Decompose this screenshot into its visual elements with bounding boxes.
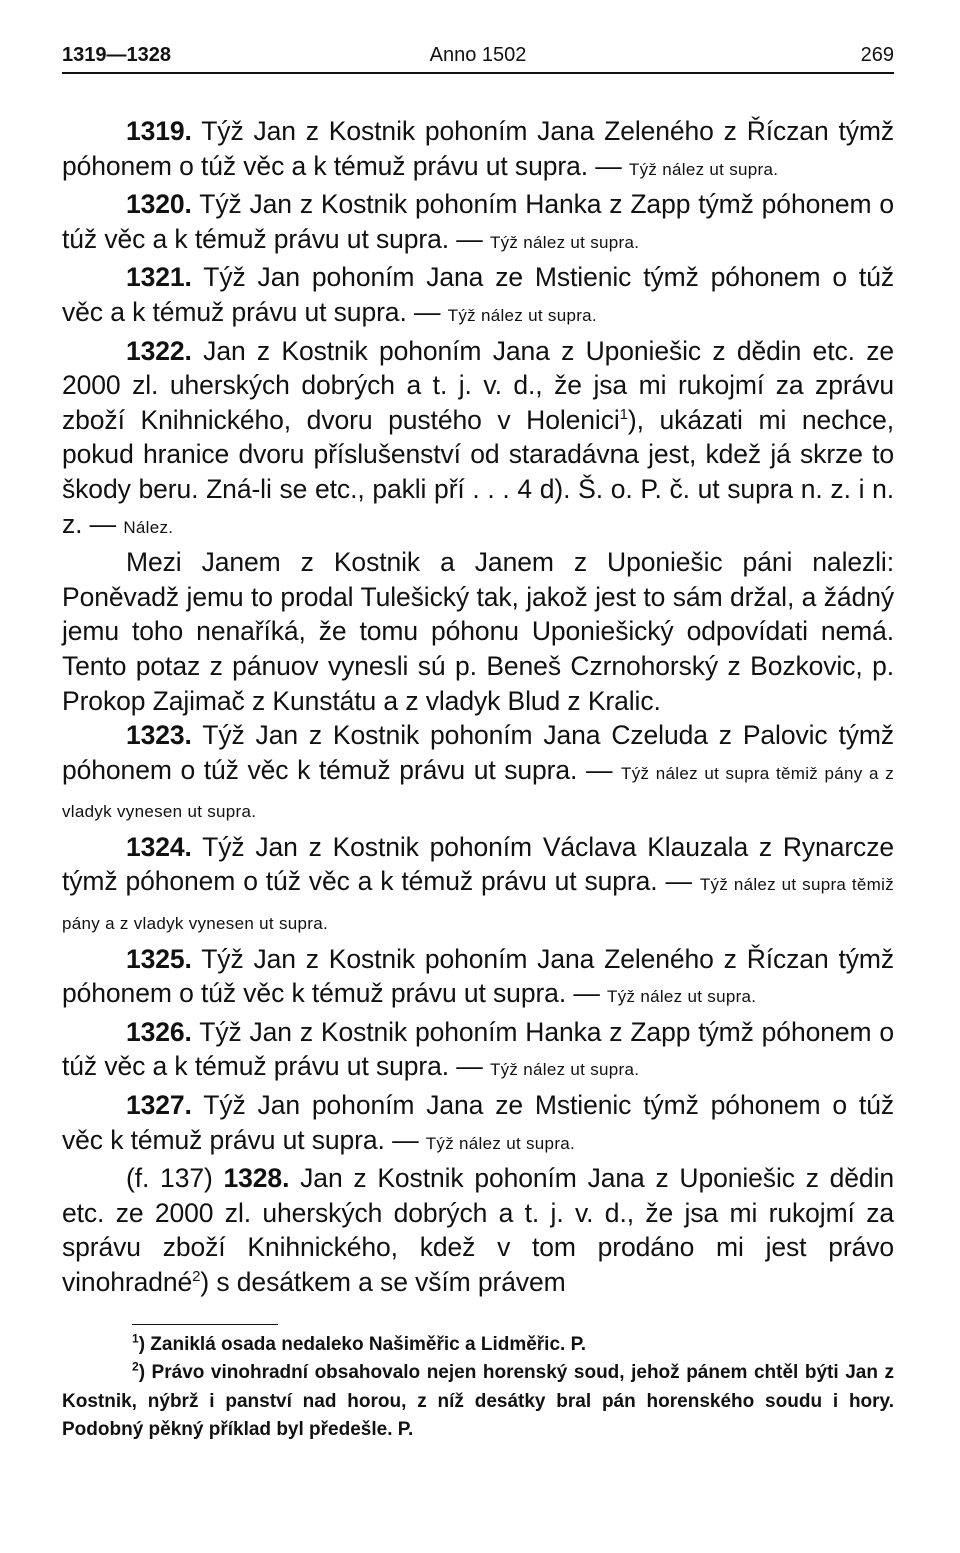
footnote-1 [62, 1331, 894, 1360]
verdict-paragraph: Mezi Janem z Kostnik a Janem z Uponiešic páni nalezli: Poněvadž jemu to prodal Tulešický tak, jakož jest to sám držal, a žádný jemu toho nenaříká, že tomu póhonu Uponiešický odpovídati nemá. Tento potaz z pánuov vynesli sú p. Beneš Czrnohorský z Bozkovic, p. Prokop Zajimač z Kunstátu a z vladyk Blud z Kralic. [62, 547, 894, 716]
entry-number: 1322. [126, 335, 192, 366]
entry-verdict: Týž nález ut supra. [489, 232, 640, 252]
main-text [62, 114, 894, 1300]
entry-text: Týž Jan z Kostnik pohoním Jana Zeleného z Říczan týmž póhonem o túž věc a k témuž právu ut supra. — [62, 116, 894, 181]
entry-number: 1328. [223, 1163, 290, 1194]
entry-verdict: Týž nález ut supra. [425, 1133, 576, 1153]
entry-text: Týž Jan z Kostnik pohoním Jana Zeleného z Říczan týmž póhonem o túž věc k témuž právu ut supra. — [62, 943, 894, 1009]
entry-text-continued: ), ukázati mi nechce, pokud hranice dvoru příslušenství od staradávna jest, kdež já skrze to škody beru. Zná-li se etc., pakli pří . . . 4 d). Š. o. P. č. ut supra n. z. i n. z. — [62, 404, 894, 539]
entry-text: Týž Jan z Kostnik pohoním Jana Czeluda z Palovic týmž póhonem o túž věc k témuž právu ut supra. — [62, 720, 894, 785]
running-header [62, 38, 894, 74]
entry-1326 [62, 1015, 894, 1088]
entry-verdict: Týž nález ut supra těmiž pány a z vladyk vynesen ut supra. [62, 875, 894, 934]
entry-verdict: Týž nález ut supra. [447, 305, 597, 325]
entry-text: Týž Jan pohoním Jana ze Mstienic týmž póhonem o túž věc a k témuž právu ut supra. — [62, 262, 894, 327]
entry-text: Týž Jan z Kostnik pohoním Hanka z Zapp týmž póhonem o túž věc a k témuž právu ut supra. — [62, 1016, 894, 1082]
entry-verdict: Nález. [123, 517, 174, 537]
header-entry-range: 1319—1328 [62, 44, 171, 66]
footnote-mark: 2 [132, 1359, 139, 1374]
footnotes [62, 1331, 894, 1445]
entry-text: Týž Jan z Kostnik pohoním Václava Klauzala z Rynarcze týmž póhonem o túž věc a k témuž právu ut supra. — [62, 831, 894, 897]
entry-text-continued: ) s desátkem a se vším právem [200, 1267, 566, 1297]
entry-number: 1320. [126, 189, 192, 220]
entry-number: 1321. [126, 262, 192, 293]
entry-1325 [62, 942, 894, 1015]
footnote-ref: 2 [192, 1268, 201, 1286]
entry-verdict: Týž nález ut supra těmiž pány a z vladyk vynesen ut supra. [62, 763, 894, 822]
footnote-mark: 1 [132, 1331, 139, 1346]
footnote-text: ) Zaniklá osada nedaleko Našiměřic a Lidměřic. P. [138, 1333, 587, 1355]
entry-1322 [62, 334, 894, 546]
page-number: 269 [860, 44, 894, 66]
entry-text: Jan z Kostnik pohoním Jana z Uponiešic z dědin etc. ze 2000 zl. uherských dobrých a t. j. v. d., že jsa mi rukojmí za správu zboží Knihnického, kdež v tom prodáno mi jest právo vinohradné [62, 1163, 894, 1297]
folio-reference: (f. 137) [126, 1163, 224, 1194]
footnote-2 [62, 1359, 894, 1445]
footnote-text: ) Právo vinohradní obsahovalo nejen horenský soud, jehož pánem chtěl býti Jan z Kostnik, nýbrž i panství nad horou, z níž desátky bral pán horenského soudu i hory. Podobný pěkný příklad byl předešle. P. [62, 1362, 894, 1441]
document-page [62, 38, 894, 1445]
entry-number: 1319. [126, 116, 192, 146]
entry-verdict: Týž nález ut supra. [489, 1060, 640, 1080]
entry-1319 [62, 114, 894, 187]
entry-text: Jan z Kostnik pohoním Jana z Uponiešic z dědin etc. ze 2000 zl. uherských dobrých a t. j. v. d., že jsa mi rukojmí za zprávu zboží Knihnického, dvoru pustého v Holenici [62, 335, 894, 435]
entry-number: 1325. [126, 943, 192, 974]
entry-1328 [62, 1161, 894, 1299]
entry-number: 1327. [126, 1090, 192, 1121]
header-title: Anno 1502 [429, 44, 527, 66]
footnote-divider [132, 1324, 278, 1325]
entry-verdict: Týž nález ut supra. [607, 987, 757, 1007]
entry-1323 [62, 718, 894, 830]
entry-1321 [62, 260, 894, 333]
entry-number: 1323. [126, 720, 192, 751]
entry-1324 [62, 830, 894, 942]
entry-1327 [62, 1088, 894, 1161]
entry-number: 1324. [126, 831, 192, 862]
entry-verdict: Týž nález ut supra. [628, 159, 779, 179]
footnote-ref: 1 [619, 405, 628, 423]
entry-1320 [62, 187, 894, 260]
entry-text: Týž Jan z Kostnik pohoním Hanka z Zapp týmž póhonem o túž věc a k témuž právu ut supra. — [62, 189, 894, 254]
entry-text: Týž Jan pohoním Jana ze Mstienic týmž póhonem o túž věc k témuž právu ut supra. — [62, 1090, 894, 1155]
entry-number: 1326. [126, 1016, 192, 1047]
